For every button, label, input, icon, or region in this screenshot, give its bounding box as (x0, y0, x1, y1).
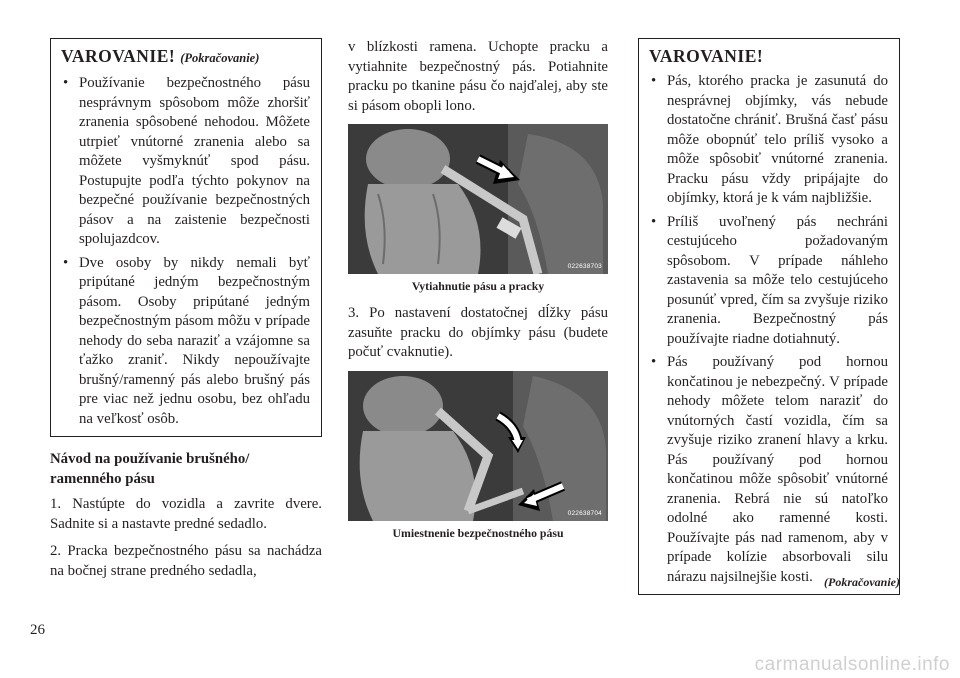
page-number: 26 (30, 622, 45, 638)
warning-bullet: • Dve osoby by nikdy nemali byť pripútané jedným bezpečnostným pásom. Osoby pripútané jedným bezpečnostným pásom môžu v prípade nehody do seba naraziť a vzájomne sa ťažko zraniť. Nikdy nepoužívajte brušný/ramenný pás alebo brušný pás pre viac než jednu osobu, bez ohľadu na veľkosť osôb. (63, 254, 310, 427)
warning-bullet-text: Používanie bezpečnostného pásu nesprávnym spôsobom môže zhoršiť zranenia spôsobené nehodou. Môžete utrpieť vnútorné zranenia alebo sa môžete vyšmyknúť spod pásu. Postupujte podľa týchto pokynov na bezpečné používanie bezpečnostných pásov a na zaistenie bezpečnosti spolujazdcov. (79, 75, 310, 247)
photo-id: 022638703 (567, 263, 602, 270)
figure-caption: Vytiahnutie pásu a pracky (411, 279, 545, 293)
section-heading: Návod na používanie brušného/ ramenného pásu (50, 451, 250, 487)
warning-bullet-text: Príliš uvoľnený pás nechráni cestujúceho požadovaným spôsobom. V prípade náhleho zastavenia sa môže telo cestujúceho posunúť vpred, čím sa zvyšuje riziko zranenia. Bezpečnostný pás používajte riadne dotiahnutý. (667, 213, 888, 347)
step-2-continued: v blízkosti ramena. Uchopte pracku a vytiahnite bezpečnostný pás. Potiahnite pracku po tkanine pásu čo najďalej, aby ste si pásom obopli lono. (348, 39, 608, 114)
step-3: 3. Po nastavení dostatočnej dĺžky pásu zasuňte pracku do objímky pásu (budete počuť cvaknutie). (348, 305, 608, 360)
middle-column (348, 38, 608, 551)
step-2: 2. Pracka bezpečnostného pásu sa nachádza na bočnej strane predného sedadla, (50, 543, 322, 579)
warning-bullet: • Pás používaný pod hornou končatinou je nebezpečný. V prípade nehody môžete telom naraziť do vnútorných častí vozidla, čím sa zvyšuje riziko zranení hlavy a krku. Pás používaný pod hornou končatinou môže spôsobiť vnútorné zranenia. Rebrá nie sú natoľko odolné ako ramenné kosti. Používajte pás nad ramenom, aby v prípade kolízie absorbovali silu nárazu najsilnejšie kosti. (651, 354, 888, 585)
continued-label: (Pokračovanie) (824, 575, 900, 589)
seat-belt-photo-2 (348, 371, 608, 521)
warning-title: VAROVANIE! (649, 46, 764, 66)
warning-box (638, 38, 900, 595)
warning-bullet-text: Pás, ktorého pracka je zasunutá do nesprávnej objímky, vás nebude dostatočne chrániť. Brušná časť pásu môže obopnúť telo príliš vysoko a môže spôsobiť vnútorné zranenia. Pracku pásu vždy pripájajte do objímky, ktorá je k vám najbližšie. (667, 73, 888, 206)
warning-title-text: VAROVANIE! (61, 46, 176, 66)
seat-belt-photo-1 (348, 124, 608, 274)
warning-bullet: • Používanie bezpečnostného pásu nesprávnym spôsobom môže zhoršiť zranenia spôsobené nehodou. Môžete utrpieť vnútorné zranenia alebo sa môžete vyšmyknúť spod pásu. Postupujte podľa týchto pokynov na bezpečné používanie bezpečnostných pásov a na zaistenie bezpečnosti spolujazdcov. (63, 75, 310, 247)
photo-id: 022638704 (567, 509, 602, 517)
warning-title (61, 46, 310, 68)
warning-continued-label: (Pokračovanie) (180, 51, 260, 65)
warning-bullet: • Pás, ktorého pracka je zasunutá do nesprávnej objímky, vás nebude dostatočne chrániť. Brušná časť pásu môže obopnúť telo príliš vysoko a môže spôsobiť vnútorné zranenia. Pracku pásu vždy pripájajte do objímky, ktorá je k vám najbližšie. (651, 73, 888, 206)
warning-bullet: • Príliš uvoľnený pás nechráni cestujúceho požadovaným spôsobom. V prípade náhleho zastavenia sa môže telo cestujúceho posunúť vpred, čím sa zvyšuje riziko zranenia. Bezpečnostný pás používajte riadne dotiahnutý. (651, 213, 888, 347)
warning-bullet-text: Pás používaný pod hornou končatinou je nebezpečný. V prípade nehody môžete telom naraziť do vnútorných častí vozidla, čím sa zvyšuje riziko zranení hlavy a krku. Pás používaný pod hornou končatinou môže spôsobiť vnútorné zranenia. Rebrá nie sú natoľko odolné ako ramenné kosti. Používajte pás nad ramenom, aby v prípade kolízie absorbovali silu nárazu najsilnejšie kosti. (667, 354, 888, 585)
figure-caption: Umiestnenie bezpečnostného pásu (392, 525, 564, 540)
warning-bullet-text: Dve osoby by nikdy nemali byť pripútané jedným bezpečnostným pásom. Osoby pripútané jedným bezpečnostným pásom môžu v prípade nehody do seba naraziť a vzájomne sa ťažko zraniť. Nikdy nepoužívajte brušný/ramenný pás alebo brušný pás pre viac než jednu osobu, bez ohľadu na veľkosť osôb. (79, 254, 310, 427)
watermark: carmanualsonline.info (754, 654, 950, 675)
warning-box-continued (50, 38, 322, 437)
step-1: 1. Nastúpte do vozidla a zavrite dvere. Sadnite si a nastavte predné sedadlo. (50, 496, 322, 532)
right-column (638, 38, 900, 595)
left-column (50, 38, 322, 589)
